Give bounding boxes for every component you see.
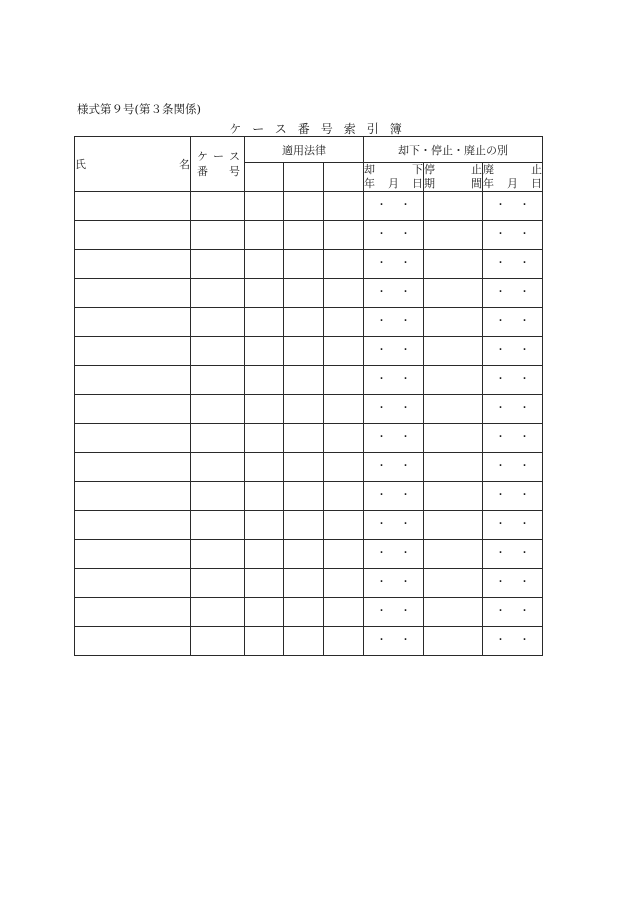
law-1-cell[interactable] xyxy=(245,192,284,221)
rejection-date-cell[interactable] xyxy=(364,308,424,337)
law-2-cell[interactable] xyxy=(284,424,324,453)
abolition-date-cell[interactable] xyxy=(483,424,543,453)
case-number-cell[interactable] xyxy=(191,627,245,656)
suspension-period-cell[interactable] xyxy=(424,569,483,598)
name-cell[interactable] xyxy=(75,192,191,221)
law-2-cell[interactable] xyxy=(284,221,324,250)
abolition-date-cell[interactable] xyxy=(483,337,543,366)
case-number-cell[interactable] xyxy=(191,453,245,482)
rejection-date-cell[interactable] xyxy=(364,511,424,540)
suspension-period-cell[interactable] xyxy=(424,540,483,569)
rejection-date-cell[interactable] xyxy=(364,250,424,279)
rejection-date-cell[interactable] xyxy=(364,221,424,250)
date-separator: ・ ・ xyxy=(495,461,530,472)
rejection-date-cell[interactable] xyxy=(364,482,424,511)
name-cell[interactable] xyxy=(75,337,191,366)
name-cell[interactable] xyxy=(75,453,191,482)
suspension-period-cell[interactable] xyxy=(424,598,483,627)
table-row xyxy=(75,221,543,250)
case-number-cell[interactable] xyxy=(191,511,245,540)
rejection-date-cell[interactable] xyxy=(364,192,424,221)
name-cell[interactable] xyxy=(75,627,191,656)
suspension-period-cell[interactable] xyxy=(424,627,483,656)
date-separator: ・ ・ xyxy=(495,258,530,269)
law-2-cell[interactable] xyxy=(284,366,324,395)
date-separator: ・ ・ xyxy=(495,606,530,617)
law-1-cell[interactable] xyxy=(245,279,284,308)
name-cell[interactable] xyxy=(75,569,191,598)
table-row xyxy=(75,540,543,569)
abolition-date-cell[interactable] xyxy=(483,598,543,627)
table-body xyxy=(75,192,543,656)
law-2-cell[interactable] xyxy=(284,453,324,482)
case-number-cell[interactable] xyxy=(191,221,245,250)
rejection-date-cell[interactable] xyxy=(364,366,424,395)
case-number-cell[interactable] xyxy=(191,569,245,598)
date-separator: ・ ・ xyxy=(495,490,530,501)
name-cell[interactable] xyxy=(75,540,191,569)
table-row xyxy=(75,308,543,337)
law-1-cell[interactable] xyxy=(245,511,284,540)
suspension-period-cell[interactable] xyxy=(424,395,483,424)
date-separator: ・ ・ xyxy=(495,374,530,385)
name-cell[interactable] xyxy=(75,511,191,540)
rejection-date-cell[interactable] xyxy=(364,569,424,598)
law-3-cell[interactable] xyxy=(324,221,364,250)
case-number-cell[interactable] xyxy=(191,395,245,424)
law-1-cell[interactable] xyxy=(245,337,284,366)
date-separator: ・ ・ xyxy=(495,345,530,356)
law-3-cell[interactable] xyxy=(324,627,364,656)
date-separator: ・ ・ xyxy=(376,461,411,472)
name-header: 氏 名 xyxy=(75,137,191,192)
rejection-date-cell[interactable] xyxy=(364,627,424,656)
table-row xyxy=(75,192,543,221)
date-separator: ・ ・ xyxy=(495,403,530,414)
rejection-date-cell[interactable] xyxy=(364,540,424,569)
law-2-cell[interactable] xyxy=(284,482,324,511)
table-row xyxy=(75,627,543,656)
date-separator: ・ ・ xyxy=(376,258,411,269)
suspension-period-cell[interactable] xyxy=(424,511,483,540)
law-3-cell[interactable] xyxy=(324,482,364,511)
law-1-cell[interactable] xyxy=(245,598,284,627)
date-separator: ・ ・ xyxy=(376,519,411,530)
law-1-cell[interactable] xyxy=(245,482,284,511)
abolition-date-header: 廃 止 年 月 日 xyxy=(483,163,542,190)
suspension-period-cell[interactable] xyxy=(424,424,483,453)
law-2-cell[interactable] xyxy=(284,569,324,598)
law-1-cell[interactable] xyxy=(245,250,284,279)
law-2-cell[interactable] xyxy=(284,395,324,424)
suspension-period-cell[interactable] xyxy=(424,221,483,250)
law-3-cell[interactable] xyxy=(324,337,364,366)
page-title: ケース番号索引簿 xyxy=(229,122,413,136)
rejection-date-cell[interactable] xyxy=(364,424,424,453)
table-row xyxy=(75,337,543,366)
date-separator: ・ ・ xyxy=(495,519,530,530)
law-2-cell[interactable] xyxy=(284,627,324,656)
law-3-cell[interactable] xyxy=(324,569,364,598)
law-column-2-header xyxy=(284,163,324,192)
suspension-period-cell[interactable] xyxy=(424,453,483,482)
abolition-date-cell[interactable] xyxy=(483,279,543,308)
law-1-cell[interactable] xyxy=(245,627,284,656)
abolition-date-cell[interactable] xyxy=(483,482,543,511)
name-cell[interactable] xyxy=(75,482,191,511)
table-row xyxy=(75,598,543,627)
law-1-cell[interactable] xyxy=(245,221,284,250)
law-3-cell[interactable] xyxy=(324,395,364,424)
date-separator: ・ ・ xyxy=(376,635,411,646)
table-row xyxy=(75,569,543,598)
date-separator: ・ ・ xyxy=(376,229,411,240)
name-cell[interactable] xyxy=(75,279,191,308)
abolition-date-cell[interactable] xyxy=(483,453,543,482)
suspension-period-cell[interactable] xyxy=(424,337,483,366)
case-number-cell[interactable] xyxy=(191,279,245,308)
case-number-cell[interactable] xyxy=(191,308,245,337)
abolition-date-cell[interactable] xyxy=(483,366,543,395)
abolition-date-cell[interactable] xyxy=(483,308,543,337)
date-separator: ・ ・ xyxy=(495,229,530,240)
date-separator: ・ ・ xyxy=(376,345,411,356)
suspension-period-cell[interactable] xyxy=(424,366,483,395)
law-1-cell[interactable] xyxy=(245,424,284,453)
date-separator: ・ ・ xyxy=(376,374,411,385)
name-cell[interactable] xyxy=(75,424,191,453)
date-separator: ・ ・ xyxy=(495,577,530,588)
law-3-cell[interactable] xyxy=(324,366,364,395)
abolition-date-cell[interactable] xyxy=(483,627,543,656)
date-separator: ・ ・ xyxy=(376,403,411,414)
case-number-header: ケ ー ス 番 号 xyxy=(191,137,245,192)
abolition-date-cell[interactable] xyxy=(483,569,543,598)
date-separator: ・ ・ xyxy=(376,490,411,501)
date-separator: ・ ・ xyxy=(495,200,530,211)
case-number-index-table xyxy=(74,136,543,656)
law-2-cell[interactable] xyxy=(284,511,324,540)
suspension-period-header: 停 止 期 間 xyxy=(424,163,482,190)
date-separator: ・ ・ xyxy=(495,287,530,298)
suspension-period-cell[interactable] xyxy=(424,279,483,308)
suspension-period-cell[interactable] xyxy=(424,192,483,221)
rejection-date-header: 却 下 年 月 日 xyxy=(364,163,423,190)
law-3-cell[interactable] xyxy=(324,540,364,569)
law-1-cell[interactable] xyxy=(245,569,284,598)
date-separator: ・ ・ xyxy=(495,548,530,559)
name-cell[interactable] xyxy=(75,598,191,627)
law-1-cell[interactable] xyxy=(245,308,284,337)
date-separator: ・ ・ xyxy=(495,635,530,646)
abolition-date-cell[interactable] xyxy=(483,395,543,424)
case-number-cell[interactable] xyxy=(191,337,245,366)
law-3-cell[interactable] xyxy=(324,192,364,221)
applicable-law-header: 適用法律 xyxy=(245,137,364,163)
rejection-date-cell[interactable] xyxy=(364,598,424,627)
suspension-period-cell[interactable] xyxy=(424,250,483,279)
table-row xyxy=(75,424,543,453)
table-row xyxy=(75,482,543,511)
law-1-cell[interactable] xyxy=(245,395,284,424)
case-number-cell[interactable] xyxy=(191,540,245,569)
date-separator: ・ ・ xyxy=(376,316,411,327)
case-number-cell[interactable] xyxy=(191,482,245,511)
law-3-cell[interactable] xyxy=(324,250,364,279)
law-column-1-header xyxy=(245,163,284,192)
law-3-cell[interactable] xyxy=(324,511,364,540)
date-separator: ・ ・ xyxy=(376,200,411,211)
case-number-cell[interactable] xyxy=(191,598,245,627)
abolition-date-cell[interactable] xyxy=(483,511,543,540)
abolition-date-cell[interactable] xyxy=(483,540,543,569)
law-2-cell[interactable] xyxy=(284,337,324,366)
law-2-cell[interactable] xyxy=(284,192,324,221)
table-row xyxy=(75,395,543,424)
law-3-cell[interactable] xyxy=(324,308,364,337)
law-2-cell[interactable] xyxy=(284,279,324,308)
suspension-period-cell[interactable] xyxy=(424,482,483,511)
disposition-type-header: 却下・停止・廃止の別 xyxy=(364,137,543,163)
form-number-label: 様式第９号(第３条関係) xyxy=(77,102,201,116)
case-number-cell[interactable] xyxy=(191,192,245,221)
abolition-date-cell[interactable] xyxy=(483,192,543,221)
date-separator: ・ ・ xyxy=(376,548,411,559)
law-2-cell[interactable] xyxy=(284,308,324,337)
name-cell[interactable] xyxy=(75,250,191,279)
rejection-date-cell[interactable] xyxy=(364,395,424,424)
table-row xyxy=(75,511,543,540)
law-2-cell[interactable] xyxy=(284,250,324,279)
law-1-cell[interactable] xyxy=(245,453,284,482)
abolition-date-cell[interactable] xyxy=(483,250,543,279)
date-separator: ・ ・ xyxy=(495,316,530,327)
name-cell[interactable] xyxy=(75,395,191,424)
name-cell[interactable] xyxy=(75,366,191,395)
table-row xyxy=(75,366,543,395)
law-3-cell[interactable] xyxy=(324,453,364,482)
case-number-cell[interactable] xyxy=(191,250,245,279)
case-number-cell[interactable] xyxy=(191,424,245,453)
date-separator: ・ ・ xyxy=(376,606,411,617)
abolition-date-cell[interactable] xyxy=(483,221,543,250)
date-separator: ・ ・ xyxy=(376,577,411,588)
law-3-cell[interactable] xyxy=(324,598,364,627)
law-1-cell[interactable] xyxy=(245,366,284,395)
law-3-cell[interactable] xyxy=(324,279,364,308)
date-separator: ・ ・ xyxy=(495,432,530,443)
name-cell[interactable] xyxy=(75,308,191,337)
rejection-date-cell[interactable] xyxy=(364,337,424,366)
law-1-cell[interactable] xyxy=(245,540,284,569)
rejection-date-cell[interactable] xyxy=(364,279,424,308)
table-row xyxy=(75,250,543,279)
date-separator: ・ ・ xyxy=(376,432,411,443)
law-3-cell[interactable] xyxy=(324,424,364,453)
rejection-date-cell[interactable] xyxy=(364,453,424,482)
table-row xyxy=(75,279,543,308)
date-separator: ・ ・ xyxy=(376,287,411,298)
suspension-period-cell[interactable] xyxy=(424,308,483,337)
law-column-3-header xyxy=(324,163,364,192)
table-row xyxy=(75,453,543,482)
name-cell[interactable] xyxy=(75,221,191,250)
law-2-cell[interactable] xyxy=(284,598,324,627)
case-number-cell[interactable] xyxy=(191,366,245,395)
law-2-cell[interactable] xyxy=(284,540,324,569)
